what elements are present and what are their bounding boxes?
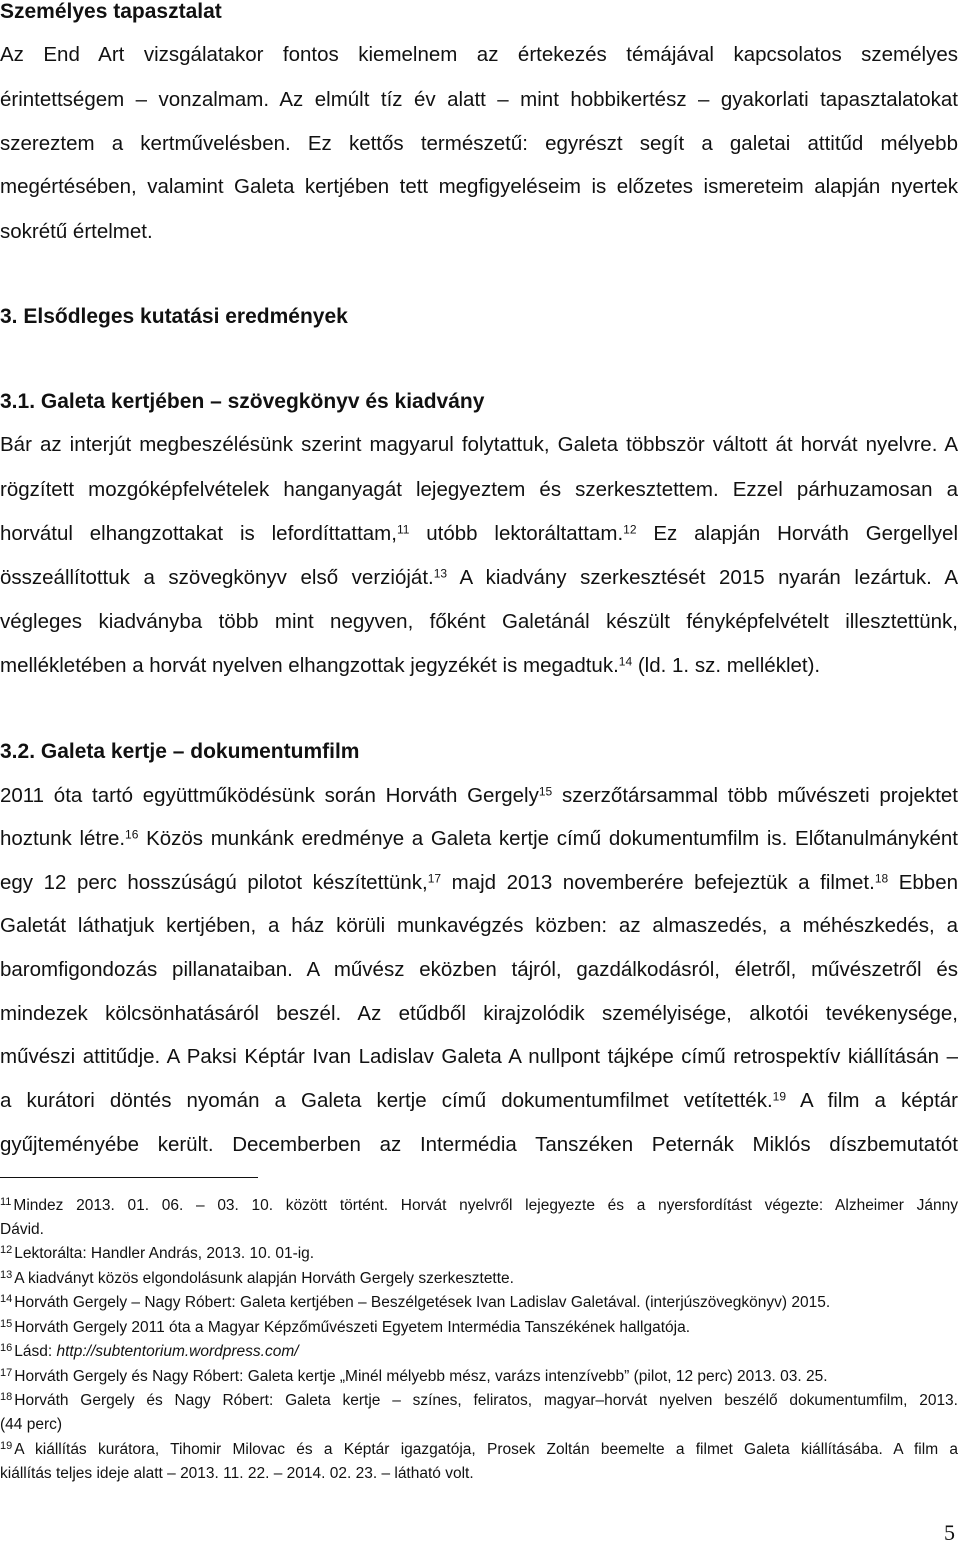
paragraph-line: a kurátori döntés nyomán a Galeta kertje című dokumentumfilmet vetítették.$^{19}$ A film a képtár — [0, 1089, 958, 1112]
paragraph-line: rögzített mozgóképfelvételek hanganyagát lejegyeztem és szerkesztettem. Ezzel párhuzamosan a — [0, 478, 958, 501]
footnote-ref: 14 — [618, 654, 633, 669]
footnote-ref: 11 — [396, 522, 410, 537]
footnote: $^{12}$ Lektorálta: Handler András, 2013. 10. 01-ig. — [0, 1244, 315, 1262]
paragraph-line: megértésében, valamint Galeta kertjében tett megfigyeléseim is előzetes ismereteim alapján nyertek — [0, 175, 958, 198]
footnote: (44 perc) — [0, 1416, 63, 1433]
paragraph-line: egy 12 perc hosszúságú pilotot készítettünk,$^{17}$ majd 2013 novemberére befejeztük a filmet.$^{18}$ Ebben — [0, 871, 958, 894]
footnote-separator — [0, 1177, 258, 1178]
paragraph-line: 2011 óta tartó együttműködésünk során Horváth Gergely$^{15}$ szerzőtársammal több művészeti projektet — [0, 784, 958, 807]
paragraph-line: hoztunk létre.$^{16}$ Közös munkánk eredménye a Galeta kertje című dokumentumfilm is. Előtanulmányként — [0, 827, 958, 850]
footnote: $^{11}$ Mindez 2013. 01. 06. – 03. 10. között történt. Horvát nyelvről lejegyezte és a nyersfordítást végezte: Alzheimer Jánny — [0, 1196, 958, 1214]
footnote: $^{15}$ Horváth Gergely 2011 óta a Magyar Képzőművészeti Egyetem Intermédia Tanszékének hallgatója. — [0, 1318, 691, 1336]
footnote-ref: 15 — [538, 784, 553, 799]
paragraph-line: horvátul elhangzottakat is lefordíttattam,$^{11}$ utóbb lektoráltattam.$^{12}$ Ez alapján Horváth Gergellyel — [0, 522, 958, 545]
paragraph-line: érintettségem – vonzalmam. Az elmúlt tíz év alatt – mint hobbikertész – gyakorlati tapasztalatokat — [0, 88, 958, 111]
footnote-ref: 13 — [433, 566, 448, 581]
paragraph-line: Bár az interjút megbeszélésünk szerint magyarul folytattuk, Galeta többször váltott át horvát nyelvre. A — [0, 433, 958, 456]
paragraph-line: baromfigondozás pillanataiban. A művész eközben tájról, gazdálkodásról, életről, művészetről és — [0, 958, 958, 981]
section-heading-3: 3. Elsődleges kutatási eredmények — [0, 305, 348, 328]
footnote-ref: 12 — [623, 522, 637, 537]
paragraph-line: Az End Art vizsgálatakor fontos kiemelnem az értekezés témájával kapcsolatos személyes — [0, 43, 958, 66]
paragraph-line: mellékletében a horvát nyelven elhangzottak jegyzékét is megadtuk.$^{14}$ (ld. 1. sz. melléklet). — [0, 654, 821, 677]
paragraph-line: szereztem a kertművelésben. Ez kettős természetű: egyrészt segít a galetai attitűd mélyebb — [0, 132, 958, 155]
paragraph-line: összeállítottuk a szövegkönyv első verzióját.$^{13}$ A kiadvány szerkesztését 2015 nyarán lezártuk. A — [0, 566, 958, 589]
footnote: $^{17}$ Horváth Gergely és Nagy Róbert: Galeta kertje „Minél mélyebb mész, varázs intenzívebb” (pilot, 12 perc) 2013. 03. 25. — [0, 1367, 828, 1385]
page-number: 5 — [944, 1520, 955, 1545]
paragraph-line: sokrétű értelmet. — [0, 220, 153, 243]
paragraph-line: végleges kiadványba több mint negyven, főként Galetánál készült fényképfelvételt illesztettünk, — [0, 610, 958, 633]
paragraph-line: művészi attitűdje. A Paksi Képtár Ivan Ladislav Galeta A nullpont tájképe című retrospektív kiállításán – — [0, 1045, 958, 1068]
footnote: $^{18}$ Horváth Gergely és Nagy Róbert: Galeta kertje – színes, feliratos, magyar–horvát nyelven beszélő dokumentumfilm, 2013. — [0, 1391, 958, 1409]
footnote-ref: 17 — [427, 871, 442, 886]
footnote-ref: 16 — [125, 827, 139, 842]
paragraph-line: gyűjteményébe került. Decemberben az Intermédia Tanszéken Peternák Miklós díszbemutatót — [0, 1133, 958, 1156]
footnote-ref: 18 — [874, 871, 889, 886]
section-heading-3-1: 3.1. Galeta kertjében – szövegkönyv és kiadvány — [0, 390, 485, 413]
footnote: $^{14}$ Horváth Gergely – Nagy Róbert: Galeta kertjében – Beszélgetések Ivan Ladislav Galetával. (interjúszövegkönyv) 2015. — [0, 1293, 831, 1311]
footnote-link[interactable]: http://subtentorium.wordpress.com/ — [56, 1343, 299, 1360]
paragraph-line: mindezek kölcsönhatásáról beszél. Az etűdből kirajzolódik személyisége, alkotói tevékenysége, — [0, 1002, 958, 1025]
footnote: $^{16}$ Lásd: http://subtentorium.wordpress.com/ — [0, 1342, 299, 1360]
section-heading-3-2: 3.2. Galeta kertje – dokumentumfilm — [0, 740, 360, 763]
paragraph-line: Galetát láthatjuk kertjében, a ház körüli munkavégzés közben: az almaszedés, a méhészkedés, a — [0, 914, 958, 937]
footnote: kiállítás teljes ideje alatt – 2013. 11. 22. – 2014. 02. 23. – látható volt. — [0, 1465, 474, 1482]
footnote: Dávid. — [0, 1221, 44, 1238]
footnote-ref: 19 — [772, 1089, 787, 1104]
footnote: $^{19}$ A kiállítás kurátora, Tihomir Milovac és a Képtár igazgatója, Prosek Zoltán beemelte a filmet Galeta kiállításába. A film a — [0, 1440, 958, 1458]
footnote: $^{13}$ A kiadványt közös elgondolásunk alapján Horváth Gergely szerkesztette. — [0, 1269, 514, 1287]
section-heading-personal: Személyes tapasztalat — [0, 0, 222, 23]
